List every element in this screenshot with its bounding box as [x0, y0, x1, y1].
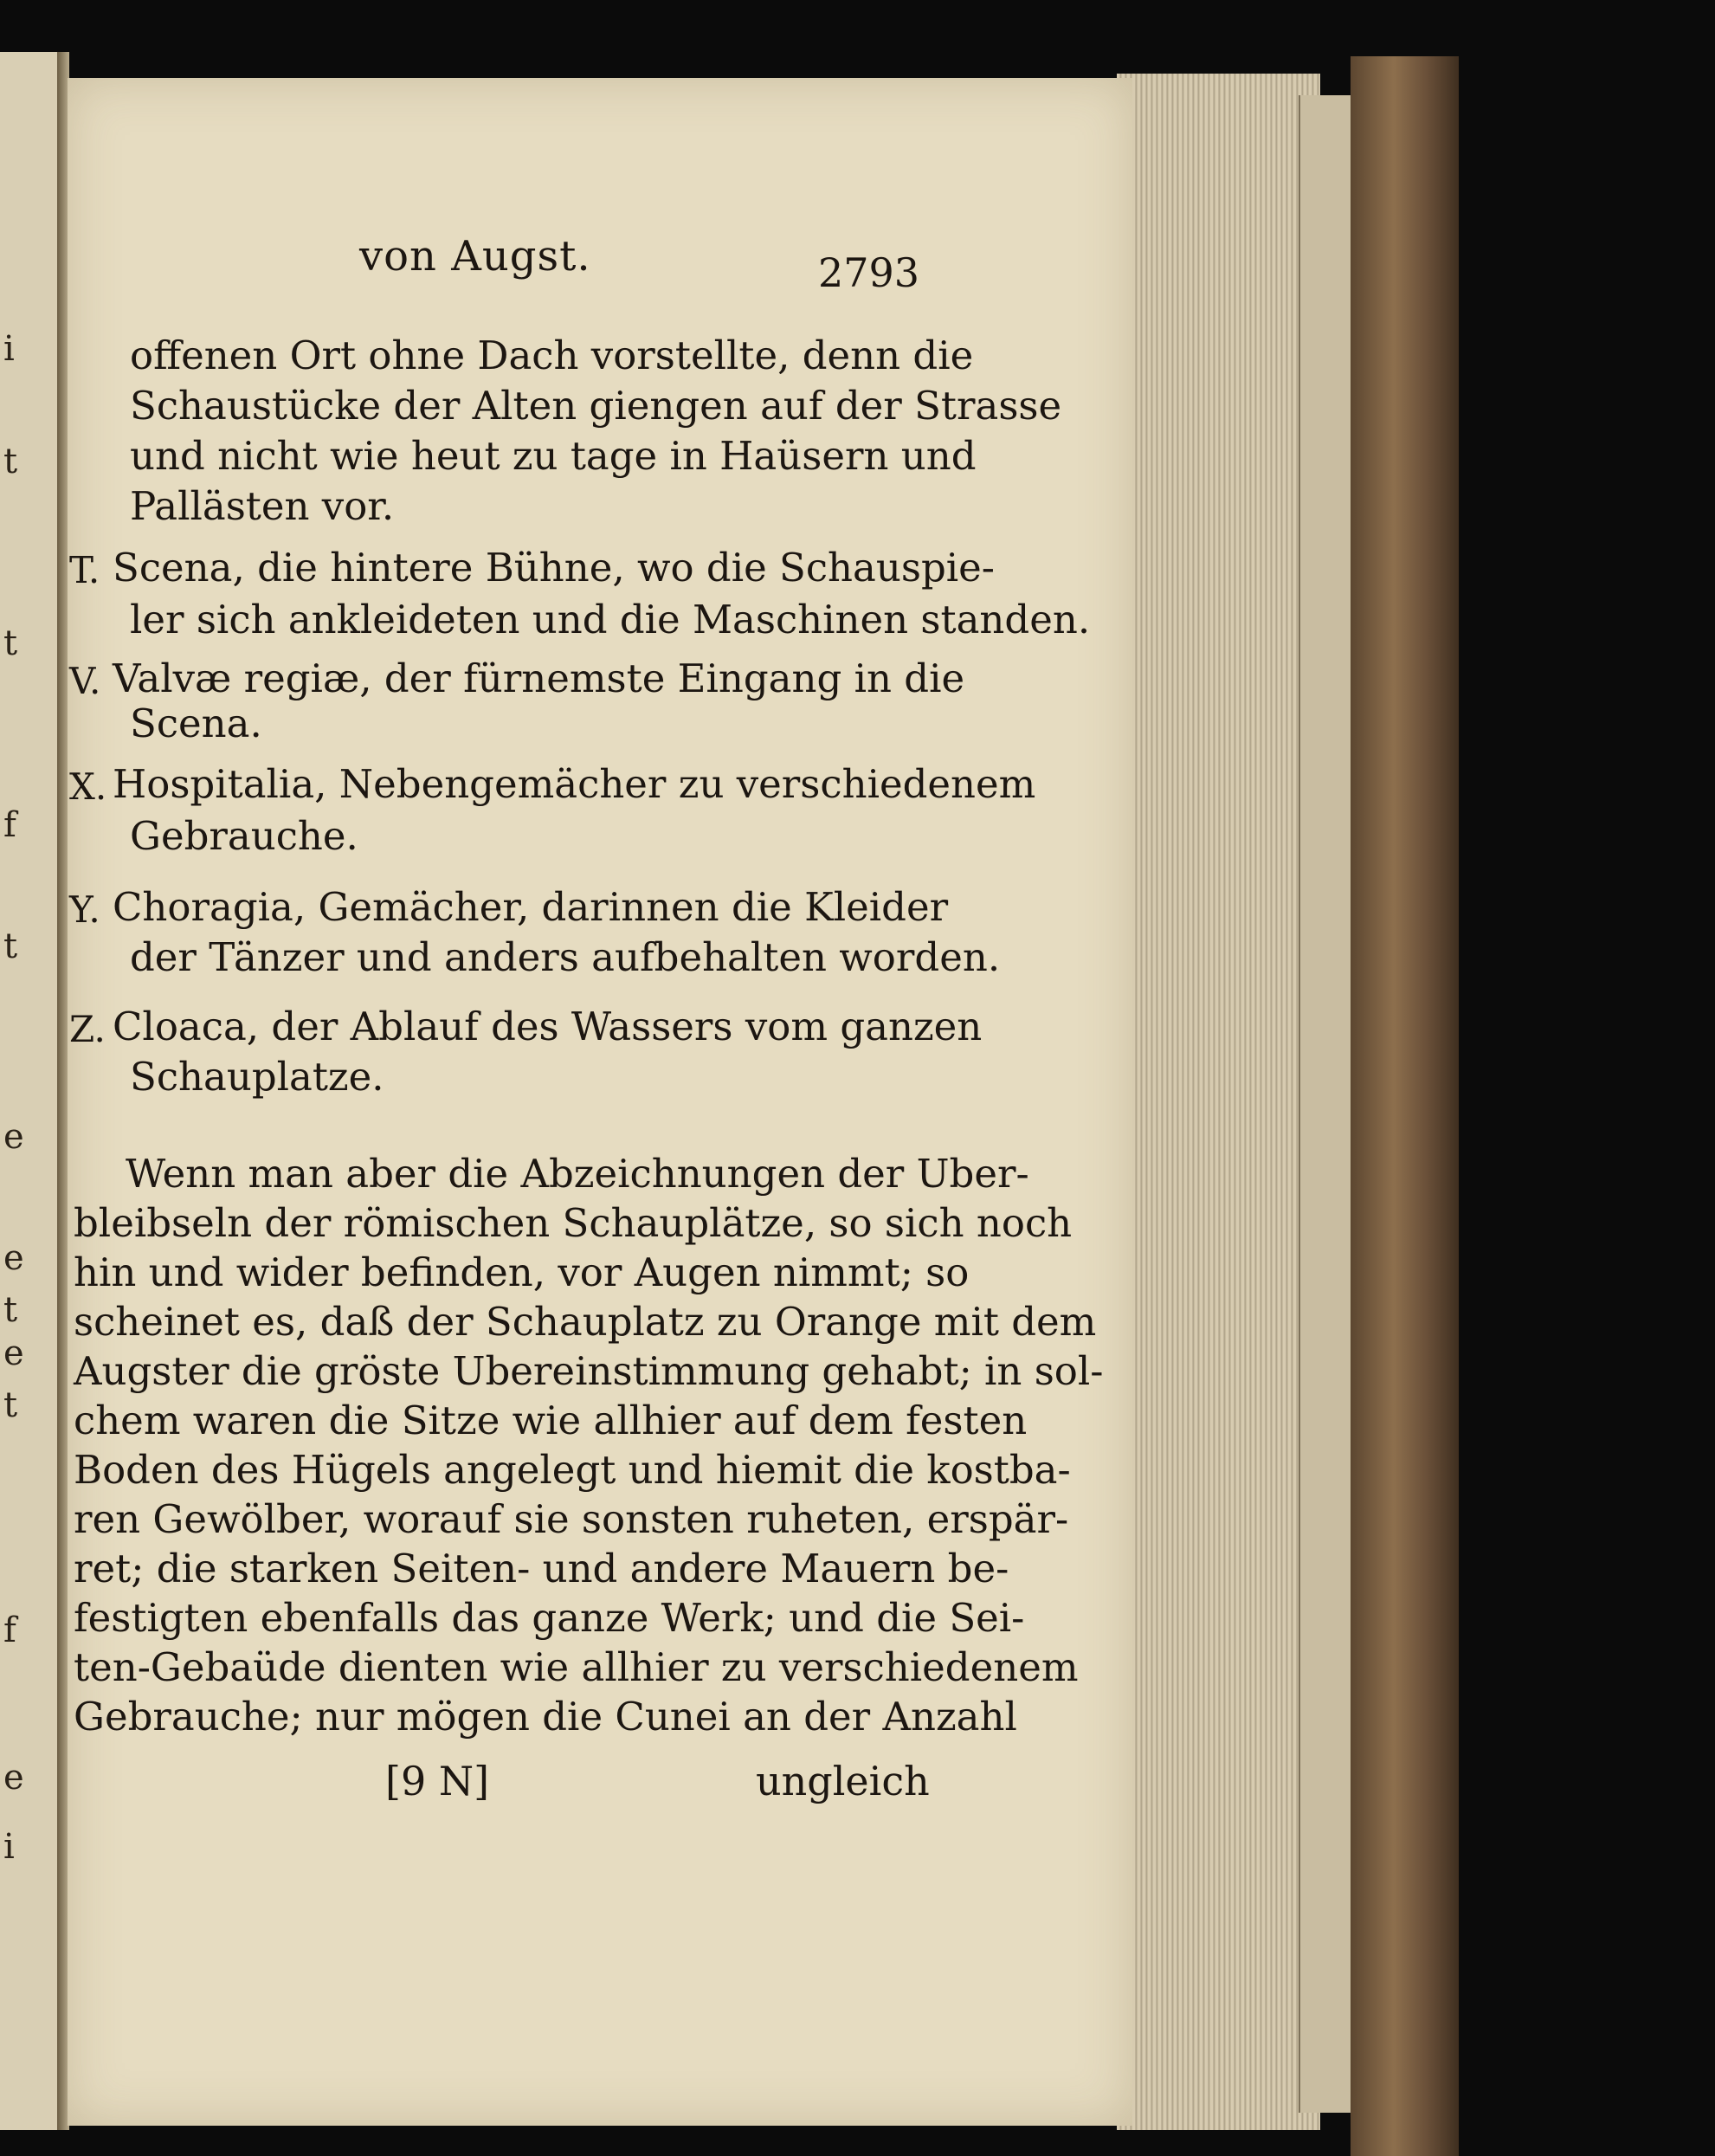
- margin-mark: t: [3, 442, 18, 481]
- margin-mark: t: [3, 1385, 18, 1425]
- text-line: Schaustücke der Alten giengen auf der Strasse: [130, 383, 1062, 429]
- legend-line: Gebrauche.: [130, 813, 358, 859]
- legend-label: V.: [69, 660, 101, 702]
- catchword: ungleich: [756, 1758, 930, 1804]
- margin-mark: e: [3, 1117, 24, 1157]
- margin-mark: i: [3, 1827, 15, 1867]
- legend-line: Choragia, Gemächer, darinnen die Kleider: [113, 884, 949, 930]
- legend-line: Scena.: [130, 700, 262, 746]
- facing-page-margin-text: [0, 52, 61, 2130]
- legend-label: Z.: [69, 1008, 106, 1050]
- legend-line: ler sich ankleideten und die Maschinen standen.: [130, 597, 1091, 642]
- legend-label: Y.: [69, 888, 100, 931]
- signature-mark: [9 N]: [385, 1758, 490, 1804]
- text-line: Gebrauche; nur mögen die Cunei an der Anzahl: [74, 1694, 1017, 1740]
- legend-line: Scena, die hintere Bühne, wo die Schauspie-: [113, 545, 995, 591]
- text-line: bleibseln der römischen Schauplätze, so sich noch: [74, 1200, 1073, 1246]
- text-line: Wenn man aber die Abzeichnungen der Uber-: [126, 1151, 1029, 1197]
- text-line: Boden des Hügels angelegt und hiemit die kostba-: [74, 1447, 1071, 1493]
- margin-mark: f: [3, 805, 16, 845]
- text-line: festigten ebenfalls das ganze Werk; und die Sei-: [74, 1595, 1025, 1641]
- text-line: ten-Gebaüde dienten wie allhier zu verschiedenem: [74, 1644, 1079, 1690]
- margin-mark: t: [3, 623, 18, 663]
- legend-line: Schauplatze.: [130, 1054, 384, 1100]
- text-line: ret; die starken Seiten- und andere Mauern be-: [74, 1546, 1009, 1591]
- running-head: von Augst.: [359, 232, 591, 281]
- legend-line: Valvæ regiæ, der fürnemste Eingang in die: [113, 655, 965, 701]
- legend-label: X.: [69, 765, 107, 808]
- margin-mark: i: [3, 329, 15, 369]
- legend-line: Hospitalia, Nebengemächer zu verschiedenem: [113, 761, 1036, 807]
- text-line: scheinet es, daß der Schauplatz zu Orange mit dem: [74, 1299, 1097, 1345]
- background: [1459, 56, 1715, 2156]
- text-line: Pallästen vor.: [130, 483, 395, 529]
- margin-mark: e: [3, 1238, 24, 1278]
- text-line: offenen Ort ohne Dach vorstellte, denn die: [130, 332, 974, 378]
- text-line: ren Gewölber, worauf sie sonsten ruheten, erspär-: [74, 1496, 1069, 1542]
- legend-line: Cloaca, der Ablauf des Wassers vom ganzen: [113, 1004, 983, 1049]
- text-line: hin und wider befinden, vor Augen nimmt; so: [74, 1249, 970, 1295]
- margin-mark: f: [3, 1611, 16, 1650]
- margin-mark: t: [3, 1290, 18, 1330]
- text-line: Augster die gröste Ubereinstimmung gehabt; in sol-: [74, 1348, 1104, 1394]
- page-block-edges: [1117, 74, 1320, 2130]
- margin-mark: e: [3, 1333, 24, 1373]
- text-line: und nicht wie heut zu tage in Haüsern und: [130, 433, 977, 479]
- page-number: 2793: [818, 249, 920, 296]
- legend-label: T.: [69, 549, 100, 591]
- margin-mark: e: [3, 1758, 24, 1798]
- legend-line: der Tänzer und anders aufbehalten worden.: [130, 934, 1001, 980]
- margin-mark: t: [3, 926, 18, 966]
- text-line: chem waren die Sitze wie allhier auf dem festen: [74, 1398, 1028, 1443]
- leather-cover: [1351, 56, 1459, 2156]
